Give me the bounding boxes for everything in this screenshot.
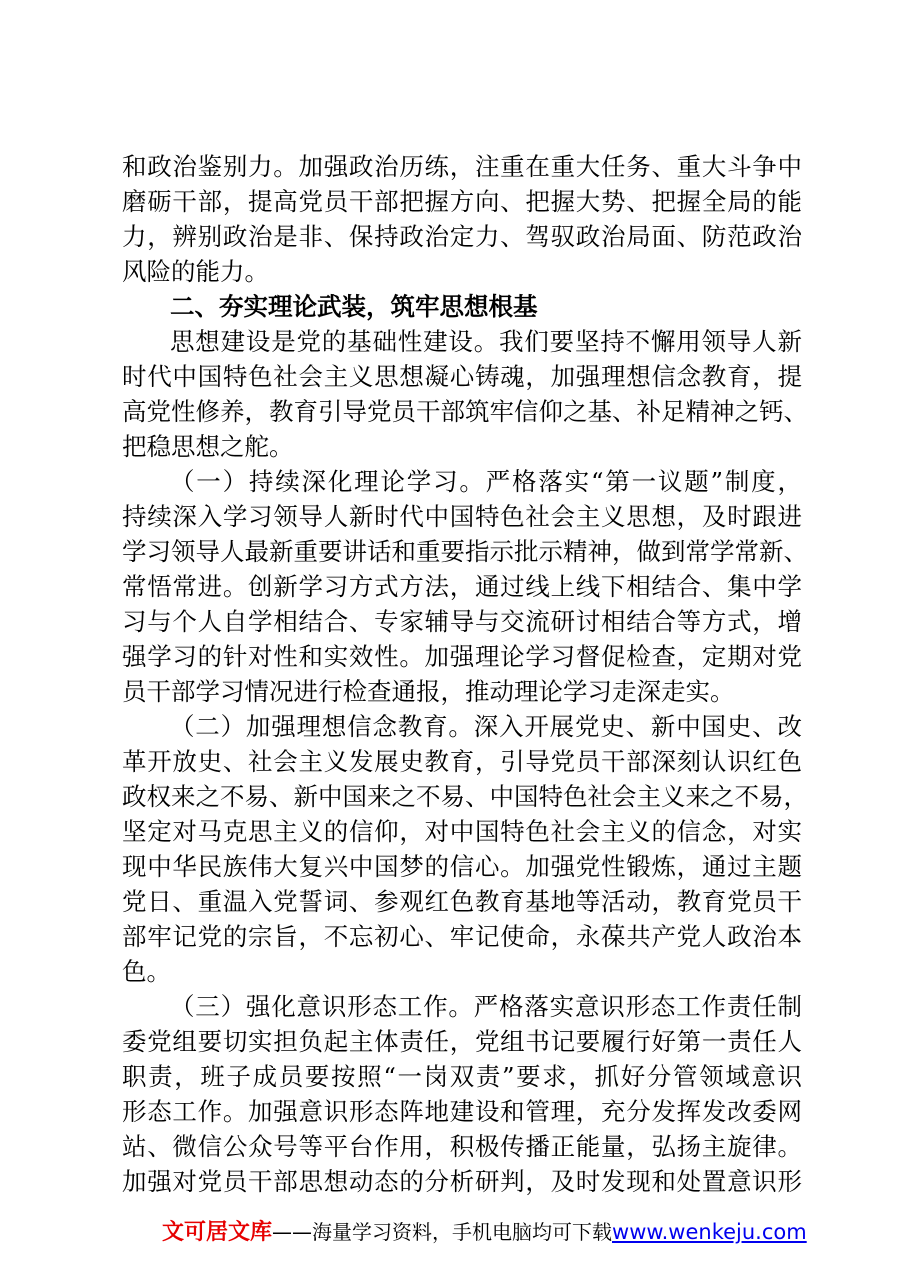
body-text-line: 员干部学习情况进行检查通报，推动理论学习走深走实。 (122, 677, 735, 706)
body-text-line: 政权来之不易、新中国来之不易、中国特色社会主义来之不易， (122, 782, 808, 811)
body-text-line: 站、微信公众号等平台作用，积极传播正能量，弘扬主旋律。 (122, 1132, 802, 1161)
body-text-line: 部牢记党的宗旨，不忘初心、牢记使命，永葆共产党人政治本 (122, 922, 802, 951)
body-text-line: 思想建设是党的基础性建设。我们要坚持不懈用领导人新 (170, 327, 802, 356)
body-text-line: 革开放史、社会主义发展史教育，引导党员干部深刻认识红色 (122, 747, 802, 776)
body-text-line: （一）持续深化理论学习。严格落实“第一议题”制度， (170, 467, 802, 496)
body-text-line: 现中华民族伟大复兴中国梦的信心。加强党性锻炼，通过主题 (122, 852, 802, 881)
footer-brand: 文可居文库 (162, 1220, 273, 1245)
body-text-line: 和政治鉴别力。加强政治历练，注重在重大任务、重大斗争中 (122, 152, 802, 181)
body-text-line: 常悟常进。创新学习方式方法，通过线上线下相结合、集中学 (122, 572, 802, 601)
body-text-line: 学习领导人最新重要讲话和重要指示批示精神，做到常学常新、 (122, 537, 808, 566)
body-text-line: 职责，班子成员要按照“一岗双责”要求，抓好分管领域意识 (122, 1062, 802, 1091)
body-text-line: （三）强化意识形态工作。严格落实意识形态工作责任制 (170, 992, 802, 1021)
body-text-line: 习与个人自学相结合、专家辅导与交流研讨相结合等方式，增 (122, 607, 802, 636)
body-text-line: 形态工作。加强意识形态阵地建设和管理，充分发挥发改委网 (122, 1097, 802, 1126)
body-text-line: 持续深入学习领导人新时代中国特色社会主义思想，及时跟进 (122, 502, 802, 531)
body-text-line: 色。 (122, 957, 171, 986)
body-text-line: 风险的能力。 (122, 257, 269, 286)
footer-site-link[interactable]: www.wenkeju.com (612, 1220, 807, 1244)
body-text-line: 把稳思想之舵。 (122, 432, 294, 461)
body-text-line: 时代中国特色社会主义思想凝心铸魂，加强理想信念教育，提 (122, 362, 802, 391)
footer-banner (162, 1216, 807, 1248)
body-text-line: 磨砺干部，提高党员干部把握方向、把握大势、把握全局的能 (122, 187, 802, 216)
footer-tagline: ——海量学习资料，手机电脑均可下载 (272, 1220, 613, 1244)
body-text-line: 高党性修养，教育引导党员干部筑牢信仰之基、补足精神之钙、 (122, 397, 808, 426)
section-heading: 二、夯实理论武装，筑牢思想根基 (170, 292, 538, 321)
body-text-line: 力，辨别政治是非、保持政治定力、驾驭政治局面、防范政治 (122, 222, 802, 251)
body-text-line: 加强对党员干部思想动态的分析研判，及时发现和处置意识形 (122, 1167, 802, 1196)
body-text-line: 坚定对马克思主义的信仰，对中国特色社会主义的信念，对实 (122, 817, 802, 846)
body-text-line: 强学习的针对性和实效性。加强理论学习督促检查，定期对党 (122, 642, 802, 671)
body-text-line: 党日、重温入党誓词、参观红色教育基地等活动，教育党员干 (122, 887, 802, 916)
body-text-line: （二）加强理想信念教育。深入开展党史、新中国史、改 (170, 712, 802, 741)
body-text-line: 委党组要切实担负起主体责任，党组书记要履行好第一责任人 (122, 1027, 802, 1056)
